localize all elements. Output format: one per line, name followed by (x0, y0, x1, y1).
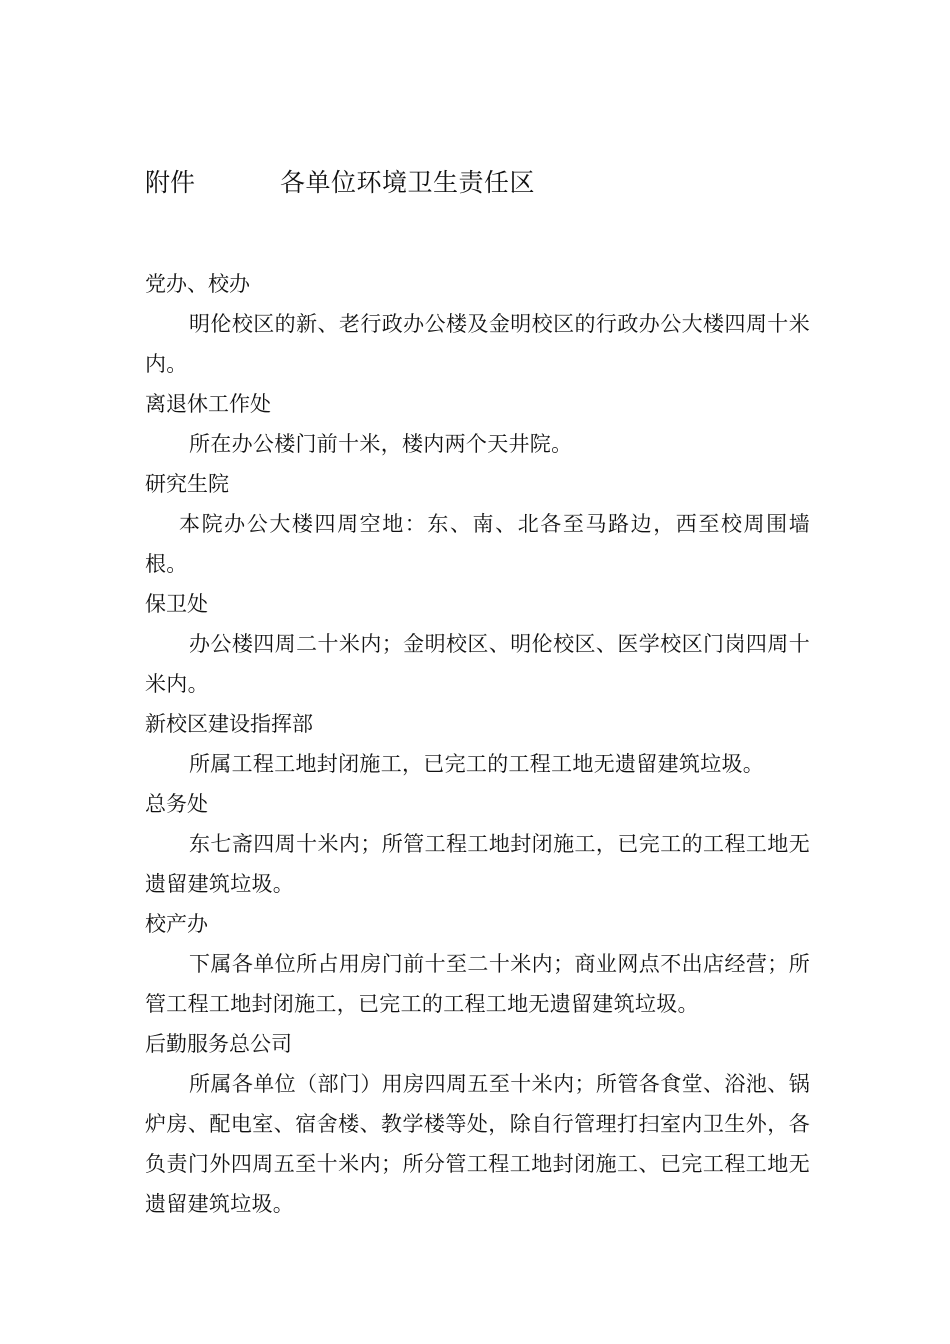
section-heading: 新校区建设指挥部 (145, 712, 313, 736)
attachment-label: 附件 (145, 168, 196, 197)
section-body: 明伦校区的新、老行政办公楼及金明校区的行政办公大楼四周十米内。 (145, 312, 810, 376)
section-retirement-office (145, 384, 810, 464)
section-body: 办公楼四周二十米内；金明校区、明伦校区、医学校区门岗四周十米内。 (145, 632, 810, 696)
document-title: 各单位环境卫生责任区 (280, 168, 536, 197)
section-graduate-school (145, 464, 810, 584)
document-page (145, 168, 810, 1224)
section-heading: 校产办 (145, 912, 208, 936)
section-body: 下属各单位所占用房门前十至二十米内；商业网点不出店经营；所管工程工地封闭施工，已完工的工程工地无遗留建筑垃圾。 (145, 952, 810, 1016)
section-body: 本院办公大楼四周空地：东、南、北各至马路边，西至校周围墙根。 (145, 512, 810, 576)
section-logistics-company (145, 1024, 810, 1224)
section-new-campus-hq (145, 704, 810, 784)
section-school-property-office (145, 904, 810, 1024)
section-body: 所属工程工地封闭施工，已完工的工程工地无遗留建筑垃圾。 (189, 752, 765, 776)
section-heading: 保卫处 (145, 592, 208, 616)
section-heading: 后勤服务总公司 (145, 1032, 292, 1056)
section-body: 东七斋四周十米内；所管工程工地封闭施工，已完工的工程工地无遗留建筑垃圾。 (145, 832, 810, 896)
section-body: 所在办公楼门前十米，楼内两个天井院。 (189, 432, 573, 456)
section-heading: 总务处 (145, 792, 208, 816)
section-security-office (145, 584, 810, 704)
section-heading: 离退休工作处 (145, 392, 271, 416)
section-general-affairs (145, 784, 810, 904)
section-party-school-office (145, 264, 810, 384)
section-heading: 党办、校办 (145, 272, 250, 296)
section-body: 所属各单位（部门）用房四周五至十米内；所管各食堂、浴池、锅炉房、配电室、宿舍楼、教学楼等处，除自行管理打扫室内卫生外，各负责门外四周五至十米内；所分管工程工地封闭施工、已完工程工地无遗留建筑垃圾。 (145, 1072, 810, 1216)
section-heading: 研究生院 (145, 472, 229, 496)
document-title-row (145, 168, 810, 198)
